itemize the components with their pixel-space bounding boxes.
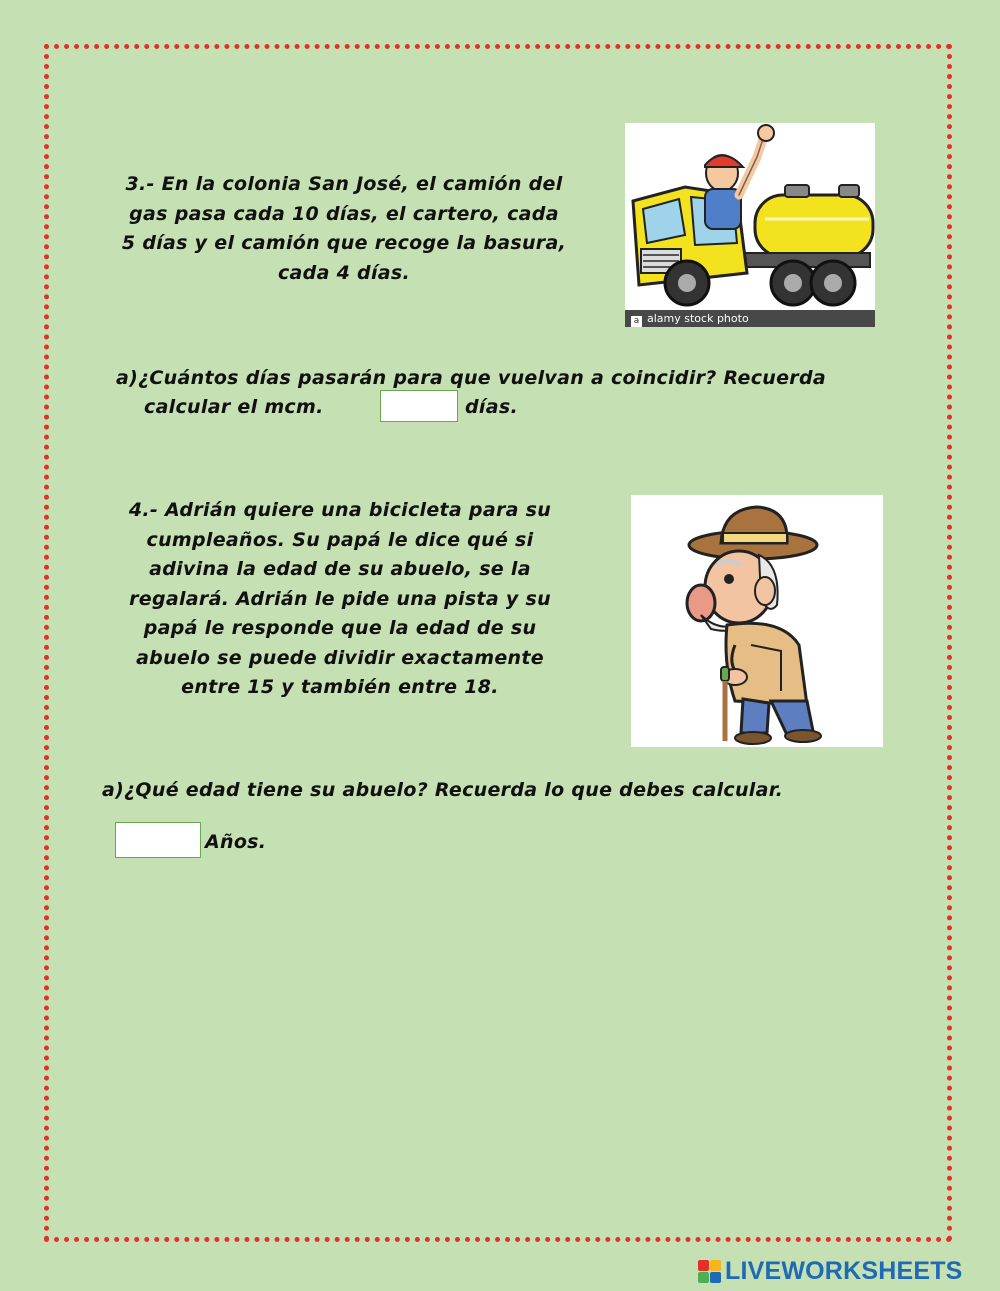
problem-4-line: adivina la edad de su abuelo, se la (149, 558, 531, 580)
problem-4-question: a)¿Qué edad tiene su abuelo? Recuerda lo que debes calcular. (102, 779, 784, 801)
liveworksheets-logo-icon (698, 1260, 721, 1283)
liveworksheets-brand (698, 1257, 963, 1285)
problem-4-line: entre 15 y también entre 18. (181, 676, 499, 698)
grandfather-illustration (631, 495, 883, 747)
truck-illustration (625, 123, 875, 327)
problem-3-line: gas pasa cada 10 días, el cartero, cada (129, 202, 559, 225)
problem-4-line: papá le responde que la edad de su (143, 617, 537, 639)
problem-4-statement (92, 496, 588, 703)
problem-3-unit: días. (465, 396, 518, 418)
problem-3-answer-input[interactable] (381, 391, 457, 421)
problem-4-answer-input[interactable] (116, 823, 200, 857)
problem-3-line: cada 4 días. (277, 261, 411, 284)
problem-3-question (116, 364, 936, 394)
image-watermark (625, 310, 875, 327)
problem-4-line: regalará. Adrián le pide una pista y su (129, 587, 551, 610)
problem-4-line: cumpleaños. Su papá le dice qué si (146, 528, 534, 551)
problem-4-line: 4.- Adrián quiere una bicicleta para su (128, 499, 552, 521)
problem-4-answer-box[interactable] (115, 822, 201, 858)
watermark-text: alamy stock photo (647, 312, 749, 325)
problem-3-question-line2: calcular el mcm. (144, 396, 324, 418)
problem-3-line: 5 días y el camión que recoge la basura, (121, 232, 567, 254)
problem-3-statement (92, 170, 596, 288)
liveworksheets-text: LIVEWORKSHEETS (725, 1256, 963, 1285)
problem-3-question-line1: a)¿Cuántos días pasarán para que vuelvan a coincidir? Recuerda (116, 367, 826, 389)
grandfather-image (631, 495, 883, 747)
problem-3-answer-box[interactable] (380, 390, 458, 422)
problem-3-line: 3.- En la colonia San José, el camión del (125, 173, 563, 195)
alamy-logo-icon: a (631, 316, 642, 327)
problem-4-unit: Años. (205, 831, 267, 853)
problem-4-line: abuelo se puede dividir exactamente (136, 646, 544, 669)
truck-driver-image (625, 123, 875, 327)
